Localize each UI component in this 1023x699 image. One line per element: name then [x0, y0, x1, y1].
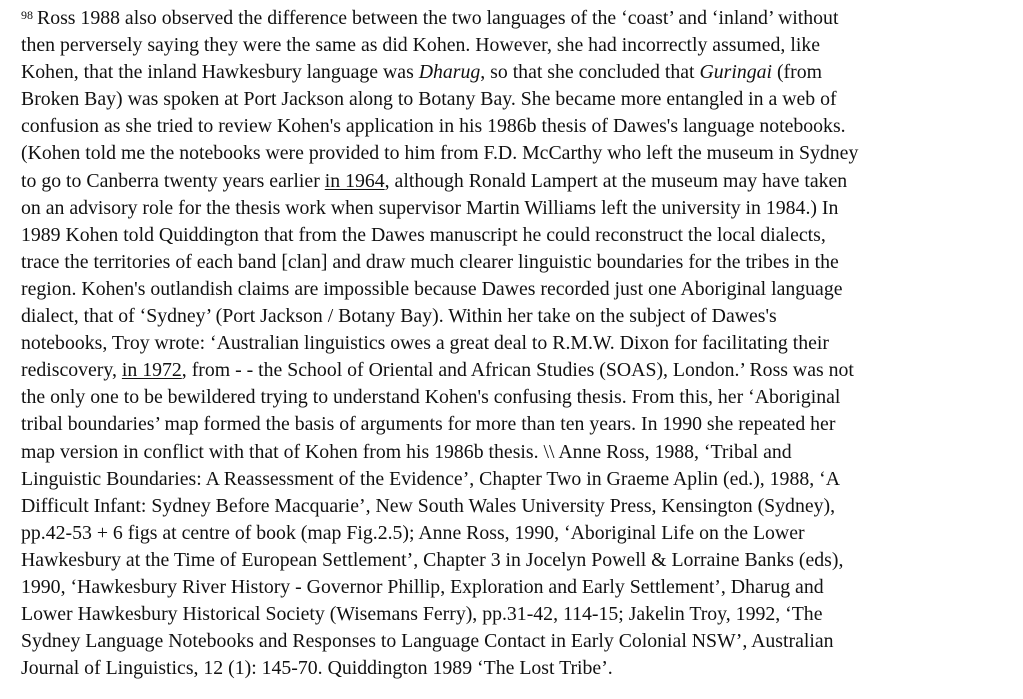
text-segment: confusion as she tried to review Kohen's application in his 1986b thesis of Dawes's language notebooks. — [21, 115, 846, 138]
text-line — [21, 276, 1013, 303]
underlined-date: in 1964 — [324, 169, 385, 192]
text-segment: (Kohen told me the notebooks were provided to him from F.D. McCarthy who left the museum in Sydney — [21, 142, 859, 165]
text-segment: to go to Canberra twenty years earlier — [21, 169, 325, 192]
italic-term: Guringai — [699, 61, 772, 84]
text-line — [21, 86, 1013, 113]
text-segment: Lower Hawkesbury Historical Society (Wisemans Ferry), pp.31-42, 114-15; Jakelin Troy, 1992, ‘The — [21, 603, 823, 626]
text-segment: , from - - the School of Oriental and African Studies (SOAS), London.’ Ross was not — [181, 359, 854, 382]
footnote-98 — [21, 5, 1013, 682]
text-line — [21, 249, 1013, 276]
text-segment: Broken Bay) was spoken at Port Jackson along to Botany Bay. She became more entangled in a web of — [21, 88, 837, 111]
text-line — [21, 113, 1013, 140]
text-line — [21, 547, 1013, 574]
text-line — [21, 520, 1013, 547]
underlined-date: in 1972 — [121, 359, 182, 382]
text-segment: rediscovery, — [21, 359, 122, 382]
text-line — [21, 303, 1013, 330]
text-segment: Journal of Linguistics, 12 (1): 145-70. Quiddington 1989 ‘The Lost Tribe’. — [21, 657, 613, 680]
text-segment: Ross 1988 also observed the difference between the two languages of the ‘coast’ and ‘inland’ without — [37, 7, 839, 29]
text-line — [21, 140, 1013, 167]
text-line — [21, 330, 1013, 357]
text-segment: notebooks, Troy wrote: ‘Australian linguistics owes a great deal to R.M.W. Dixon for facilitating their — [21, 332, 829, 355]
text-line — [21, 493, 1013, 520]
text-line — [21, 195, 1013, 222]
text-line — [21, 574, 1013, 601]
text-segment: dialect, that of ‘Sydney’ (Port Jackson / Botany Bay). Within her take on the subject of Dawes's — [21, 305, 777, 328]
text-segment: Difficult Infant: Sydney Before Macquarie’, New South Wales University Press, Kensington (Sydney), — [21, 494, 836, 517]
text-segment: (from — [772, 61, 822, 84]
text-line — [21, 357, 1013, 384]
text-segment: on an advisory role for the thesis work when supervisor Martin Williams left the university in 1984.) In — [21, 196, 839, 219]
text-segment: Kohen, that the inland Hawkesbury language was — [21, 61, 419, 84]
text-segment: map version in conflict with that of Kohen from his 1986b thesis. \\ Anne Ross, 1988, ‘Tribal and — [21, 440, 792, 463]
text-segment: Linguistic Boundaries: A Reassessment of the Evidence’, Chapter Two in Graeme Aplin (ed.), 1988, ‘A — [21, 467, 840, 490]
text-segment: , although Ronald Lampert at the museum may have taken — [384, 169, 848, 192]
text-line — [21, 168, 1013, 195]
text-line — [21, 222, 1013, 249]
text-line — [21, 655, 1013, 682]
text-line — [21, 601, 1013, 628]
italic-term: Dharug — [418, 61, 481, 84]
footnote-number: 98 — [21, 8, 33, 22]
text-segment: pp.42-53 + 6 figs at centre of book (map Fig.2.5); Anne Ross, 1990, ‘Aboriginal Life on the Lower — [21, 521, 805, 544]
text-segment: trace the territories of each band [clan] and draw much clearer linguistic boundaries for the tribes in the — [21, 250, 839, 273]
text-segment: , so that she concluded that — [480, 61, 700, 84]
text-segment: region. Kohen's outlandish claims are impossible because Dawes recorded just one Aboriginal language — [21, 277, 843, 300]
text-line — [21, 59, 1013, 86]
text-segment: the only one to be bewildered trying to understand Kohen's confusing thesis. From this, her ‘Aboriginal — [21, 386, 841, 409]
text-segment: 1990, ‘Hawkesbury River History - Governor Phillip, Exploration and Early Settlement’, Dharug and — [21, 575, 824, 598]
text-line — [21, 439, 1013, 466]
text-line — [21, 628, 1013, 655]
text-segment: then perversely saying they were the same as did Kohen. However, she had incorrectly assumed, like — [21, 34, 820, 57]
text-segment: 1989 Kohen told Quiddington that from the Dawes manuscript he could reconstruct the local dialects, — [21, 223, 826, 246]
text-line — [21, 466, 1013, 493]
text-line — [21, 384, 1013, 411]
text-line — [21, 411, 1013, 438]
text-line — [21, 5, 1013, 32]
text-segment: Hawkesbury at the Time of European Settlement’, Chapter 3 in Jocelyn Powell & Lorraine Banks (eds), — [21, 548, 844, 571]
text-segment: Sydney Language Notebooks and Responses to Language Contact in Early Colonial NSW’, Australian — [21, 630, 834, 653]
text-segment: tribal boundaries’ map formed the basis of arguments for more than ten years. In 1990 she repeated her — [21, 413, 836, 436]
text-line — [21, 32, 1013, 59]
